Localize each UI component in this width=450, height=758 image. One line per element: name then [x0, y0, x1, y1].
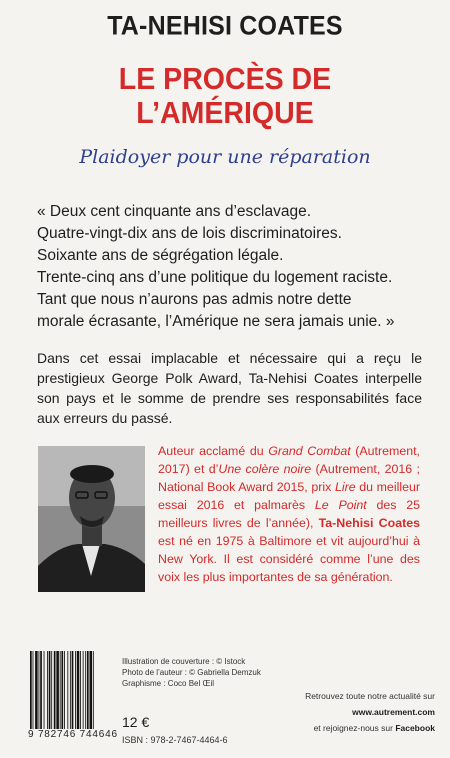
barcode-bar — [75, 651, 76, 729]
bio-author-name: Ta-Nehisi Coates — [318, 516, 420, 530]
author-photo — [38, 446, 145, 592]
barcode-bar — [85, 651, 86, 729]
publisher-line: Retrouvez toute notre actualité sur — [305, 691, 435, 701]
barcode-bar — [87, 651, 89, 729]
bio-magazine-title: Lire — [334, 480, 356, 494]
publisher-line: et rejoignez-nous sur — [313, 723, 396, 733]
price: 12 € — [122, 714, 150, 730]
credit-cover: Illustration de couverture : © Istock — [122, 657, 246, 666]
barcode-bar — [61, 651, 63, 729]
barcode-bar — [83, 651, 84, 729]
book-title-line1: LE PROCÈS DE — [118, 61, 332, 96]
barcode-bar — [54, 651, 56, 729]
barcode-bar — [47, 651, 48, 729]
pull-quote — [37, 201, 437, 333]
quote-line: morale écrasante, l’Amérique ne sera jamais unie. » — [37, 313, 395, 330]
quote-line: Quatre-vingt-dix ans de lois discriminatoires. — [37, 225, 342, 242]
barcode-bar — [60, 651, 61, 729]
publisher-social-link[interactable]: Facebook — [395, 723, 435, 733]
barcode-bar — [51, 651, 52, 729]
barcode-bar — [77, 651, 80, 729]
quote-line: « Deux cent cinquante ans d’esclavage. — [37, 203, 312, 220]
barcode-bar — [35, 651, 38, 729]
barcode-bar — [39, 651, 40, 729]
barcode-bar — [64, 651, 65, 729]
barcode-bar — [30, 651, 32, 729]
bio-text: Auteur acclamé du — [158, 444, 269, 458]
author-bio — [158, 442, 420, 586]
author-name: TA-NEHISI COATES — [107, 10, 343, 42]
bio-book-title: Une colère noire — [218, 462, 312, 476]
barcode-bar — [40, 651, 42, 729]
bio-text: des 25 meilleurs livres de l’année), — [158, 498, 421, 530]
barcode-bar — [33, 651, 34, 729]
quote-line: Soixante ans de ségrégation légale. — [37, 247, 284, 264]
barcode-digits: 9 782746 744646 — [28, 729, 118, 740]
barcode-bar — [44, 651, 45, 729]
bio-text: du meilleur essai 2016 et palmarès — [158, 480, 420, 512]
book-title-line2: L’AMÉRIQUE — [136, 95, 314, 130]
book-summary: Dans cet essai implacable et nécessaire qui a reçu le prestigieux George Polk Award, Ta-Nehisi Coates interpelle son pays et le somme de prendre ses responsabilités face aux erreurs du passé. — [37, 350, 422, 426]
barcode-bar — [90, 651, 93, 729]
image-credits — [122, 656, 292, 689]
author-portrait-icon — [38, 446, 145, 592]
publisher-website-link[interactable]: www.autrement.com — [352, 707, 435, 717]
bio-book-title: Grand Combat — [268, 444, 351, 458]
barcode-bar — [80, 651, 81, 729]
quote-line: Trente-cinq ans d’une politique du logement raciste. — [37, 269, 393, 286]
credit-design: Graphisme : Coco Bel Œil — [122, 679, 215, 688]
barcode-bar — [67, 651, 68, 729]
barcode-bar — [70, 651, 71, 729]
barcode-bar — [56, 651, 59, 729]
barcode-bar — [93, 651, 94, 729]
bio-text: (Autrement, 2017) et d’ — [158, 444, 420, 476]
publisher-info — [250, 688, 435, 736]
barcode — [30, 651, 114, 729]
barcode-bar — [49, 651, 51, 729]
quote-line: Tant que nous n’aurons pas admis notre dette — [37, 291, 352, 308]
credit-photo: Photo de l’auteur : © Gabriella Demzuk — [122, 668, 261, 677]
barcode-bar — [72, 651, 74, 729]
isbn: ISBN : 978-2-7467-4464-6 — [122, 735, 228, 745]
bio-magazine-title: Le Point — [314, 498, 367, 512]
bio-text: (Autrement, 2016 ; National Book Award 2015, prix — [158, 462, 420, 494]
bio-text: est né en 1975 à Baltimore et vit aujourd’hui à New York. Il est considéré comme l’une des voix les plus importantes de sa génération. — [158, 534, 420, 584]
book-subtitle: Plaidoyer pour une réparation — [79, 146, 371, 168]
